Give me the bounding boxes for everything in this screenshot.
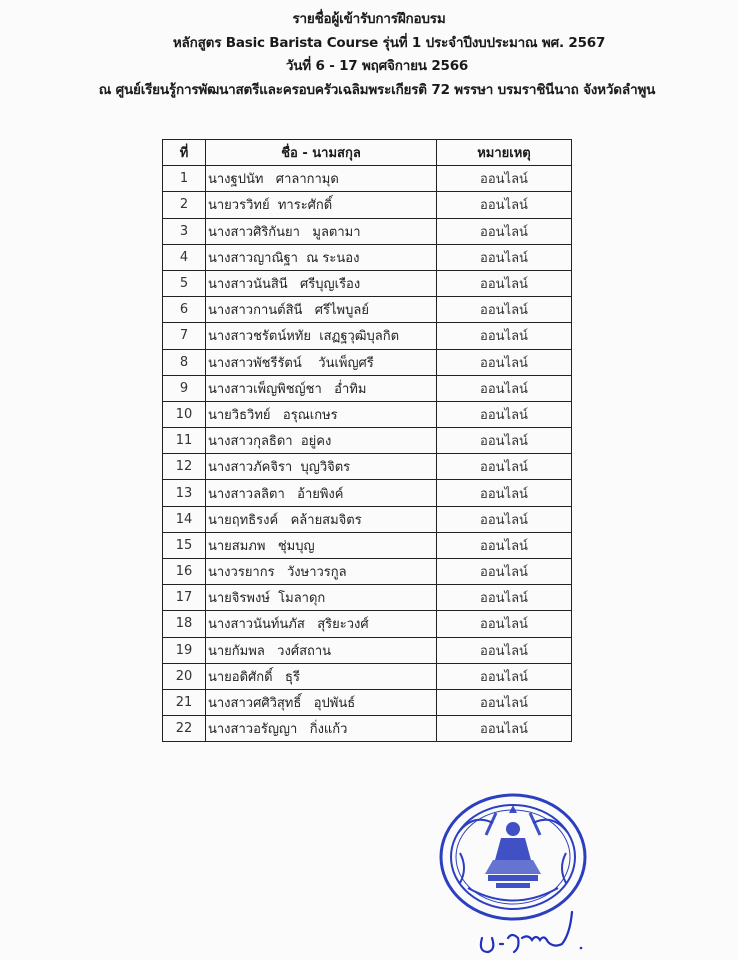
row-number: 18 bbox=[163, 611, 206, 637]
row-note: ออนไลน์ bbox=[437, 297, 572, 323]
row-note: ออนไลน์ bbox=[437, 218, 572, 244]
row-number: 7 bbox=[163, 323, 206, 349]
participant-name: นายจิรพงษ์ โมลาดุก bbox=[206, 585, 437, 611]
participant-name: นางสาวกานต์สินี ศรีไพบูลย์ bbox=[206, 297, 437, 323]
row-number: 12 bbox=[163, 454, 206, 480]
row-number: 6 bbox=[163, 297, 206, 323]
row-note: ออนไลน์ bbox=[437, 480, 572, 506]
participant-name: นางสาวศิริกันยา มูลตามา bbox=[206, 218, 437, 244]
table-row bbox=[163, 166, 572, 192]
table-row bbox=[163, 480, 572, 506]
row-number: 10 bbox=[163, 401, 206, 427]
row-number: 13 bbox=[163, 480, 206, 506]
table-row bbox=[163, 244, 572, 270]
table-row bbox=[163, 532, 572, 558]
row-note: ออนไลน์ bbox=[437, 192, 572, 218]
row-number: 3 bbox=[163, 218, 206, 244]
table-row bbox=[163, 401, 572, 427]
participant-name: นางสาวเพ็ญพิชญ์ชา อ่ำทิม bbox=[206, 375, 437, 401]
participant-name: นายกัมพล วงศ์สถาน bbox=[206, 637, 437, 663]
participant-name: นางสาวอรัญญา กิ่งแก้ว bbox=[206, 716, 437, 742]
row-note: ออนไลน์ bbox=[437, 375, 572, 401]
row-note: ออนไลน์ bbox=[437, 506, 572, 532]
participant-name: นางสาวศศิวิสุทธิ์ อุปพันธ์ bbox=[206, 689, 437, 715]
participant-name: นางสาวกุลธิดา อยู่คง bbox=[206, 428, 437, 454]
column-header-name: ชื่อ - นามสกุล bbox=[206, 140, 437, 166]
row-number: 5 bbox=[163, 270, 206, 296]
row-note: ออนไลน์ bbox=[437, 349, 572, 375]
row-number: 15 bbox=[163, 532, 206, 558]
participant-name: นางสาวภัคจิรา บุญวิจิตร bbox=[206, 454, 437, 480]
table-row bbox=[163, 559, 572, 585]
row-note: ออนไลน์ bbox=[437, 663, 572, 689]
table-row bbox=[163, 637, 572, 663]
participant-name: นางสาวพัชรีรัตน์ วันเพ็ญศรี bbox=[206, 349, 437, 375]
participant-name: นายอดิศักดิ์ ธุรี bbox=[206, 663, 437, 689]
row-number: 14 bbox=[163, 506, 206, 532]
course-name: หลักสูตร Basic Barista Course รุ่นที่ 1 ประจำปีงบประมาณ พศ. 2567 bbox=[172, 35, 606, 51]
document-title: รายชื่อผู้เข้ารับการฝึกอบรม bbox=[292, 11, 446, 27]
table-header-row bbox=[163, 140, 572, 166]
table-row bbox=[163, 585, 572, 611]
table-row bbox=[163, 218, 572, 244]
participant-name: นายวรวิทย์ ทาระศักดิ์ bbox=[206, 192, 437, 218]
participant-name: นางสาวลลิตา อ้ายพิงค์ bbox=[206, 480, 437, 506]
row-note: ออนไลน์ bbox=[437, 244, 572, 270]
participant-name: นางสาวชรัตน์หทัย เสฏฐวุฒิบุลกิต bbox=[206, 323, 437, 349]
table-row bbox=[163, 689, 572, 715]
row-number: 11 bbox=[163, 428, 206, 454]
row-note: ออนไลน์ bbox=[437, 323, 572, 349]
row-note: ออนไลน์ bbox=[437, 559, 572, 585]
participant-name: นายสมภพ ชุ่มบุญ bbox=[206, 532, 437, 558]
row-number: 2 bbox=[163, 192, 206, 218]
table-row bbox=[163, 611, 572, 637]
row-number: 19 bbox=[163, 637, 206, 663]
table-row bbox=[163, 349, 572, 375]
course-dates: วันที่ 6 - 17 พฤศจิกายน 2566 bbox=[285, 58, 469, 74]
course-location: ณ ศูนย์เรียนรู้การพัฒนาสตรีและครอบครัวเฉลิมพระเกียรติ 72 พรรษา บรมราชินีนาถ จังหวัดลำพูน bbox=[98, 82, 656, 98]
participant-name: นางสาวญาณิฐา ณ ระนอง bbox=[206, 244, 437, 270]
participant-name: นายฤทธิรงค์ คล้ายสมจิตร bbox=[206, 506, 437, 532]
row-number: 16 bbox=[163, 559, 206, 585]
column-header-note: หมายเหตุ bbox=[437, 140, 572, 166]
row-number: 9 bbox=[163, 375, 206, 401]
signature bbox=[478, 908, 588, 958]
row-note: ออนไลน์ bbox=[437, 611, 572, 637]
table-row bbox=[163, 297, 572, 323]
row-note: ออนไลน์ bbox=[437, 716, 572, 742]
row-note: ออนไลน์ bbox=[437, 401, 572, 427]
table-row bbox=[163, 428, 572, 454]
row-note: ออนไลน์ bbox=[437, 532, 572, 558]
table-body bbox=[163, 166, 572, 742]
row-note: ออนไลน์ bbox=[437, 270, 572, 296]
table-row bbox=[163, 270, 572, 296]
table-row bbox=[163, 454, 572, 480]
table-row bbox=[163, 663, 572, 689]
row-note: ออนไลน์ bbox=[437, 166, 572, 192]
participant-table bbox=[162, 139, 572, 742]
table-row bbox=[163, 506, 572, 532]
row-note: ออนไลน์ bbox=[437, 454, 572, 480]
official-seal-icon bbox=[438, 793, 588, 921]
row-number: 1 bbox=[163, 166, 206, 192]
table-row bbox=[163, 716, 572, 742]
participant-name: นางสาวนันท์นภัส สุริยะวงศ์ bbox=[206, 611, 437, 637]
row-number: 21 bbox=[163, 689, 206, 715]
row-number: 17 bbox=[163, 585, 206, 611]
table-row bbox=[163, 192, 572, 218]
participant-name: นางฐปนัท ศาลากามุด bbox=[206, 166, 437, 192]
column-header-no: ที่ bbox=[163, 140, 206, 166]
participant-name: นายวิธวิทย์ อรุณเกษร bbox=[206, 401, 437, 427]
table-row bbox=[163, 375, 572, 401]
row-number: 22 bbox=[163, 716, 206, 742]
row-note: ออนไลน์ bbox=[437, 637, 572, 663]
row-note: ออนไลน์ bbox=[437, 585, 572, 611]
row-number: 4 bbox=[163, 244, 206, 270]
row-note: ออนไลน์ bbox=[437, 428, 572, 454]
participant-name: นางวรยากร วังษาวรกูล bbox=[206, 559, 437, 585]
row-number: 20 bbox=[163, 663, 206, 689]
table-row bbox=[163, 323, 572, 349]
participant-name: นางสาวนันสินี ศรีบุญเรือง bbox=[206, 270, 437, 296]
row-number: 8 bbox=[163, 349, 206, 375]
row-note: ออนไลน์ bbox=[437, 689, 572, 715]
